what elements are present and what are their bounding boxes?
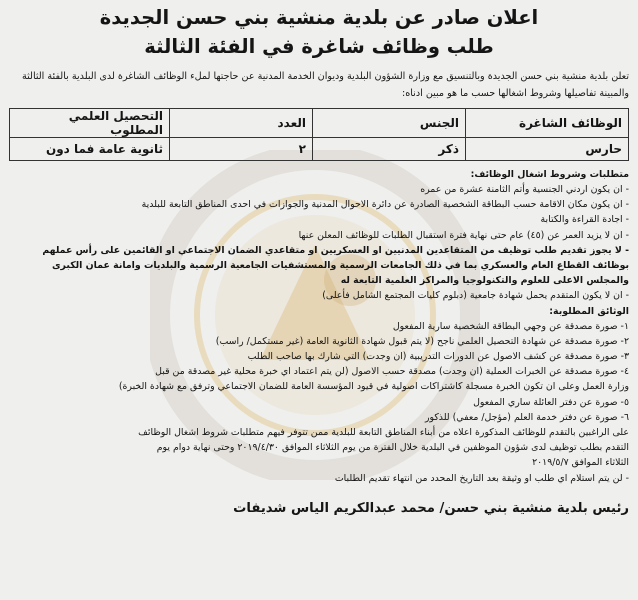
list-item: - لا يجوز تقديم طلب توظيف من المتقاعدين المدنيين او العسكريين او متقاعدي الضمان الاجتماعي او القائمين على رأس عملهم bbox=[42, 244, 629, 256]
list-item: - ان يكون اردني الجنسية وأتم الثامنة عشرة من عمره bbox=[420, 184, 629, 195]
cell-education: ثانوية عامة فما دون bbox=[10, 138, 170, 161]
list-item: ٢- صورة مصدقة عن شهادة التحصيل العلمي ناجح (لا يتم قبول شهادة الثانوية العامة (غير مستكمل/ راسب) bbox=[215, 335, 629, 347]
closing-line: الثلاثاء الموافق ٢٠١٩/٥/٧ bbox=[532, 457, 629, 469]
list-item: ٤- صورة مصدقة عن الخبرات العملية (ان وجدت) مصدقة حسب الاصول (لن يتم اعتماد اي خبرة محلية غير مصدقة من قبل bbox=[155, 366, 629, 378]
cell-count: ٢ bbox=[170, 138, 313, 161]
list-item: وزارة العمل وعلى ان تكون الخبرة مسجلة كاشتراكات اصولية في قيود المؤسسة العامة للضمان الاجتماعي وترفق مع شهادة الخبرة) bbox=[118, 381, 629, 393]
header-cell-count: العدد bbox=[170, 109, 313, 138]
closing-line: - لن يتم استلام اي طلب او وثيقة بعد التاريخ المحدد من انتهاء تقديم الطلبات bbox=[334, 472, 629, 484]
closing-line: التقدم بطلب توظيف لدى شؤون الموظفين في البلدية خلال الفترة من يوم الثلاثاء الموافق ٢٠١٩/٤/٣٠ وحتى نهاية دوام يوم bbox=[156, 442, 629, 454]
documents-list bbox=[9, 319, 629, 425]
conditions-title: متطلبات وشروط اشغال الوظائف: bbox=[470, 169, 629, 180]
list-item: والمجلس الاعلى للعلوم والتكنولوجيا والمراكز العلمية التابعة له bbox=[340, 275, 629, 287]
list-item: ٣- صورة مصدقة عن كشف الاصول عن الدورات التدريبية (ان وجدت) التي شارك بها صاحب الطلب bbox=[247, 351, 629, 363]
documents-title: الوثائق المطلوبة: bbox=[549, 305, 629, 317]
header-cell-job: الوظائف الشاغرة bbox=[466, 109, 629, 138]
announcement-content bbox=[9, 4, 629, 522]
closing-line: على الراغبين بالتقدم للوظائف المذكورة اعلاه من أبناء المناطق التابعة للبلدية ممن تتوفر فيهم متطلبات شروط اشغال الوظائف bbox=[138, 427, 629, 439]
closing-paragraph bbox=[9, 425, 629, 486]
table-header-row bbox=[10, 109, 629, 138]
vacancies-table bbox=[9, 108, 629, 161]
list-item: ٦- صورة عن دفتر خدمة العلم (مؤجل/ معفي) للذكور bbox=[424, 411, 629, 423]
list-item: - ان لا يزيد العمر عن (٤٥) عام حتى نهاية فترة استقبال الطلبات للوظائف المعلن عنها bbox=[298, 229, 629, 241]
list-item: - ان يكون مكان الاقامة حسب البطاقة الشخصية الصادرة عن دائرة الاحوال المدنية والجوازات في احدى المناطق التابعة للبلدية bbox=[141, 199, 629, 211]
header-cell-education: التحصيل العلمي المطلوب bbox=[10, 109, 170, 138]
list-item: - ان لا يكون المتقدم يحمل شهادة جامعية (دبلوم كليات المجتمع الشامل فأعلى) bbox=[322, 290, 629, 302]
cell-job: حارس bbox=[466, 138, 629, 161]
list-item: ٥- صورة عن دفتر العائلة ساري المفعول bbox=[473, 396, 629, 408]
mayor-signature: رئيس بلدية منشية بني حسن/ محمد عبدالكريم الياس شديفات bbox=[233, 500, 629, 516]
list-item: بوظائف القطاع العام والعسكري بما في ذلك الجامعات الرسمية والمستشفيات الجامعية الرسمية والبلديات وامانة عمان الكبرى bbox=[51, 260, 629, 272]
announcement-subtitle: طلب وظائف شاغرة في الفئة الثالثة bbox=[144, 35, 494, 58]
announcement-title: اعلان صادر عن بلدية منشية بني حسن الجديدة bbox=[99, 6, 539, 29]
conditions-list bbox=[9, 182, 629, 304]
list-item: ١- صورة مصدقة عن وجهي البطاقة الشخصية سارية المفعول bbox=[392, 320, 629, 332]
header-cell-gender: الجنس bbox=[313, 109, 466, 138]
table-row bbox=[10, 138, 629, 161]
cell-gender: ذكر bbox=[313, 138, 466, 161]
list-item: - اجادة القراءة والكتابة bbox=[540, 214, 629, 226]
intro-paragraph: تعلن بلدية منشية بني حسن الجديدة وبالتنسيق مع وزارة الشؤون البلدية وديوان الخدمة المدنية عن حاجتها لملء الوظائف الشاغرة لدى البلدية بالفئة الثالثة والمبينة تفاصيلها وشروط اشغالها حسب ما هو مبين ادناه: bbox=[21, 71, 629, 99]
